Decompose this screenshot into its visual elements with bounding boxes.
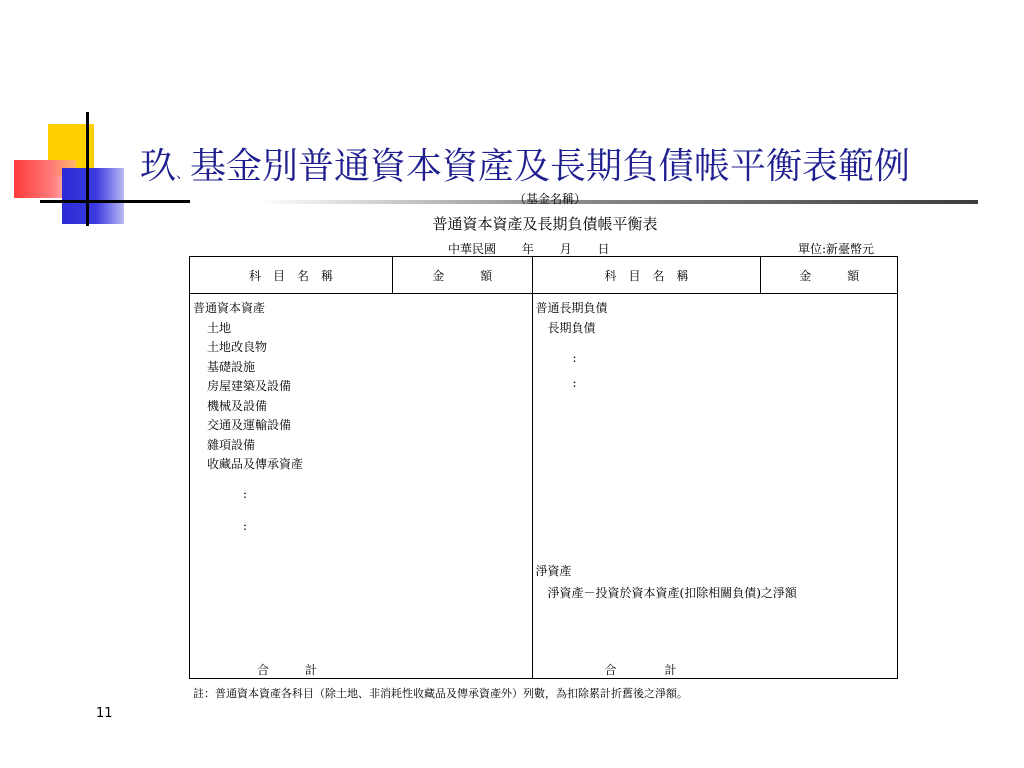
table-header-row [190,257,898,294]
net-assets-item: 淨資產－投資於資本資產(扣除相關負債)之淨額 [547,586,797,600]
date-year: 年 [521,242,534,256]
header-account-right: 科 目 名 稱 [532,257,761,294]
right-account-cell [532,294,797,679]
sheet-title: 普通資本資產及長期負債帳平衡表 [432,215,658,233]
list-item: 長期負債 [547,321,596,335]
left-continuation-1: : [243,487,248,501]
right-section-title: 普通長期負債 [535,301,608,315]
page-number: 11 [96,706,113,721]
list-item: 雜項設備 [207,438,256,452]
list-item: 房屋建築及設備 [207,379,292,393]
unit-label: 單位:新臺幣元 [798,242,875,256]
list-item: 收藏品及傳承資產 [207,457,304,471]
balance-sheet-table [189,256,898,679]
date-day: 日 [597,242,610,256]
left-account-cell [190,294,393,679]
table-body-row [190,294,898,679]
title-prefix: 玖 [140,146,177,187]
footnote: 註：普通資本資產各科目（除土地、非消耗性收藏品及傳承資產外）列數，為扣除累計折舊後之淨額。 [193,687,688,700]
header-amount-left: 金 額 [393,257,533,294]
net-assets-title: 淨資產 [535,564,572,578]
left-amount-cell [393,294,533,679]
left-total-label: 合 計 [257,663,318,677]
left-continuation-2: : [243,519,248,533]
header-account-left: 科 目 名 稱 [190,257,393,294]
left-section-title: 普通資本資產 [193,301,266,315]
list-item: 機械及設備 [207,399,268,413]
right-total-label: 合 計 [604,663,677,677]
list-item: 基礎設施 [207,360,256,374]
right-continuation-1: : [572,351,577,365]
date-month: 月 [559,242,572,256]
date-line [448,240,632,257]
date-prefix: 中華民國 [448,242,497,256]
right-amount-cell [761,294,898,679]
list-item: 土地改良物 [207,340,268,354]
decor-vertical-line [86,112,89,226]
title-main: 基金別普通資本資產及長期負債帳平衡表範例 [190,146,911,187]
header-amount-right: 金 額 [761,257,898,294]
title-separator: 、 [176,166,191,182]
fund-name: （基金名稱） [513,192,586,206]
list-item: 土地 [207,321,232,335]
slide-title [140,138,910,189]
right-continuation-2: : [572,376,577,390]
list-item: 交通及運輸設備 [207,418,292,432]
